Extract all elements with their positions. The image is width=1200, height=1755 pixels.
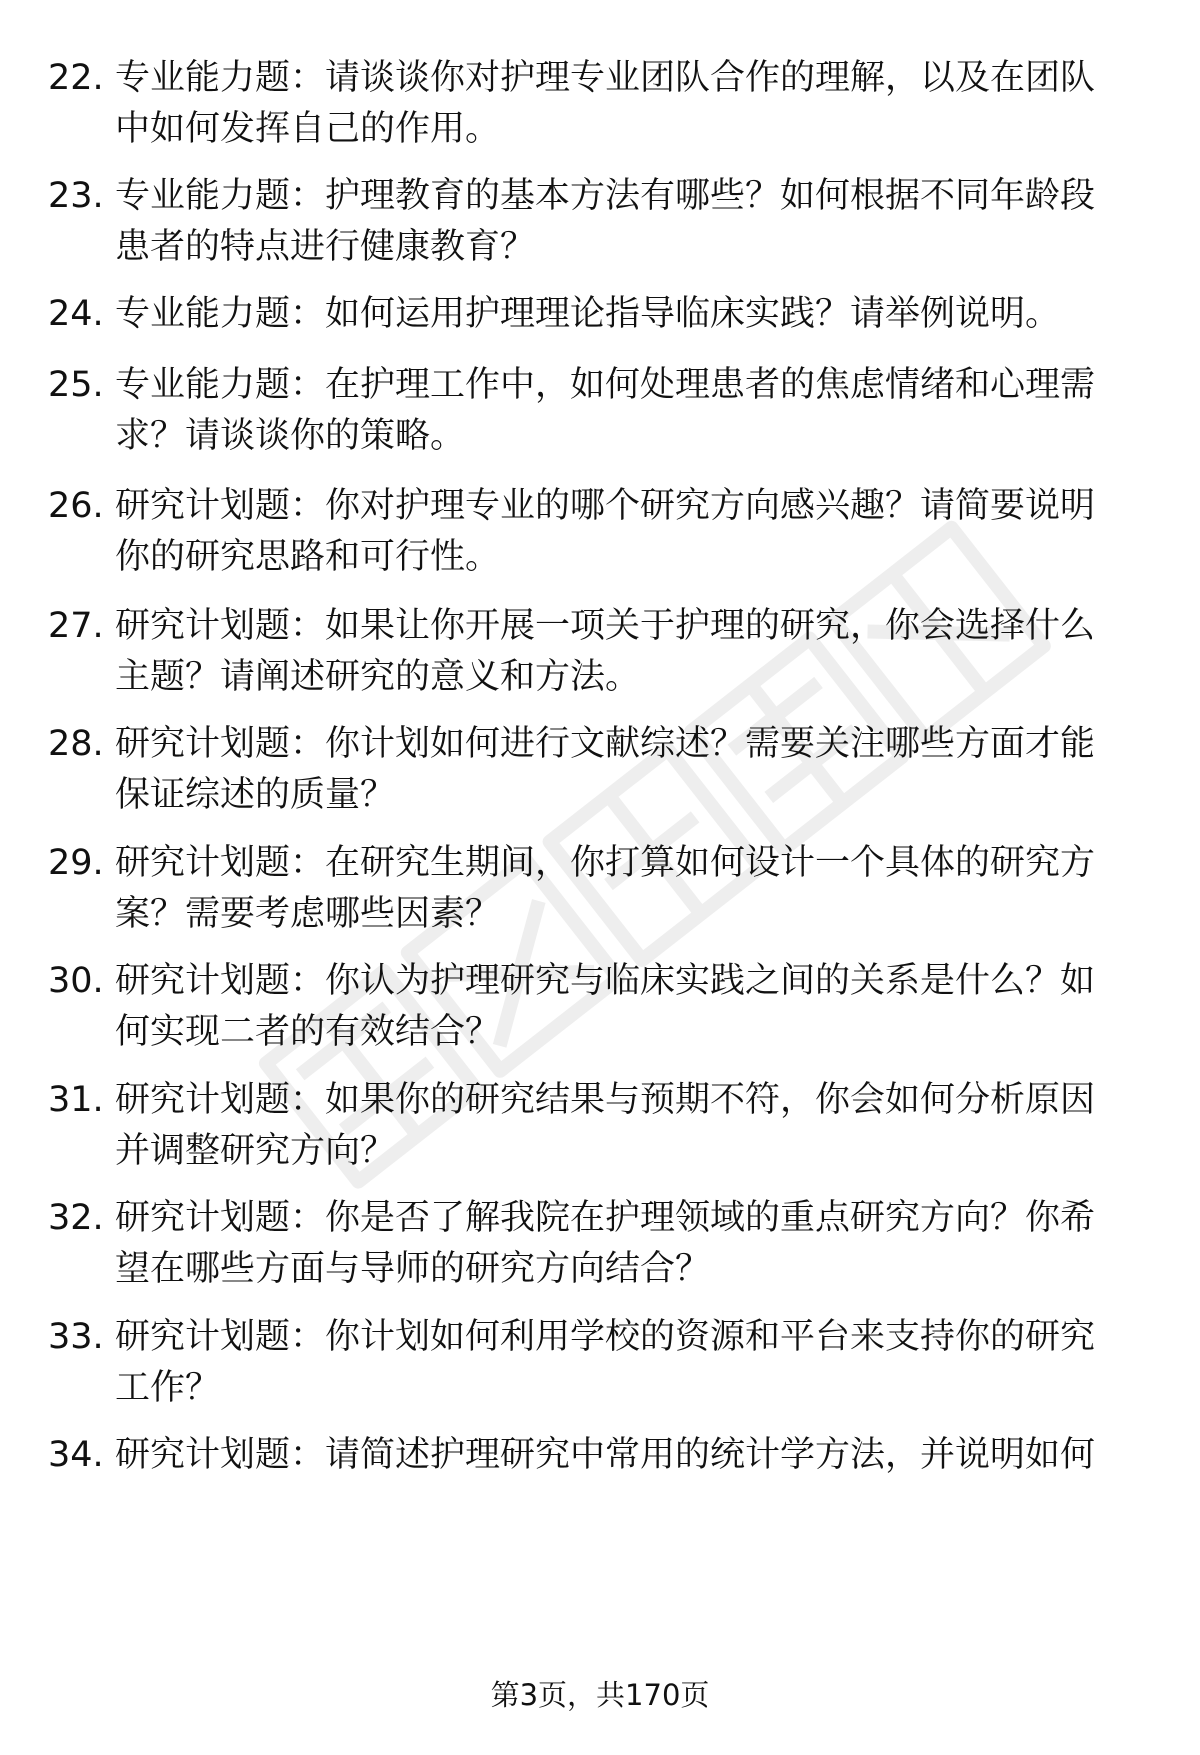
question-text-line2: 工作？ <box>115 1368 221 1408</box>
question-number: 30. <box>48 961 104 1001</box>
question-text-line1: 研究计划题：你对护理专业的哪个研究方向感兴趣？请简要说明 <box>115 486 1096 526</box>
question-number: 31. <box>48 1080 104 1120</box>
question-text-line1: 研究计划题：在研究生期间，你打算如何设计一个具体的研究方 <box>115 843 1096 883</box>
question-number: 27. <box>48 606 104 646</box>
question-text-line2: 并调整研究方向？ <box>115 1131 396 1171</box>
question-text-line1: 专业能力题：在护理工作中，如何处理患者的焦虑情绪和心理需 <box>115 365 1096 405</box>
question-number: 24. <box>48 294 104 334</box>
question-text-line1: 研究计划题：如果你的研究结果与预期不符，你会如何分析原因 <box>115 1080 1096 1120</box>
question-text-line1: 研究计划题：请简述护理研究中常用的统计学方法，并说明如何 <box>115 1435 1096 1475</box>
question-text-line1: 专业能力题：如何运用护理理论指导临床实践？请举例说明。 <box>115 294 1061 334</box>
question-text-line1: 研究计划题：你计划如何利用学校的资源和平台来支持你的研究 <box>115 1317 1096 1357</box>
question-number: 23. <box>48 176 104 216</box>
question-number: 28. <box>48 724 104 764</box>
question-text-line2: 你的研究思路和可行性。 <box>115 537 501 577</box>
question-text-line1: 研究计划题：你认为护理研究与临床实践之间的关系是什么？如 <box>115 961 1096 1001</box>
question-text-line2: 何实现二者的有效结合？ <box>115 1012 501 1052</box>
question-number: 22. <box>48 58 104 98</box>
question-text-line2: 望在哪些方面与导师的研究方向结合？ <box>115 1249 711 1289</box>
question-text-line2: 中如何发挥自己的作用。 <box>115 109 501 149</box>
question-number: 25. <box>48 365 104 405</box>
question-text-line2: 患者的特点进行健康教育？ <box>115 227 536 267</box>
page-number-footer: 第3页，共170页 <box>490 1678 710 1712</box>
question-text-line1: 研究计划题：如果让你开展一项关于护理的研究，你会选择什么 <box>115 606 1096 646</box>
question-text-line2: 保证综述的质量？ <box>115 775 396 815</box>
question-text-line1: 专业能力题：请谈谈你对护理专业团队合作的理解，以及在团队 <box>115 58 1096 98</box>
question-number: 26. <box>48 486 104 526</box>
question-number: 32. <box>48 1198 104 1238</box>
question-text-line1: 研究计划题：你计划如何进行文献综述？需要关注哪些方面才能 <box>115 724 1096 764</box>
question-number: 29. <box>48 843 104 883</box>
question-text-line2: 求？请谈谈你的策略。 <box>115 416 466 456</box>
question-text-line2: 主题？请阐述研究的意义和方法。 <box>115 657 641 697</box>
question-number: 34. <box>48 1435 104 1475</box>
question-text-line1: 研究计划题：你是否了解我院在护理领域的重点研究方向？你希 <box>115 1198 1096 1238</box>
question-number: 33. <box>48 1317 104 1357</box>
question-text-line1: 专业能力题：护理教育的基本方法有哪些？如何根据不同年龄段 <box>115 176 1096 216</box>
question-text-line2: 案？需要考虑哪些因素？ <box>115 894 501 934</box>
